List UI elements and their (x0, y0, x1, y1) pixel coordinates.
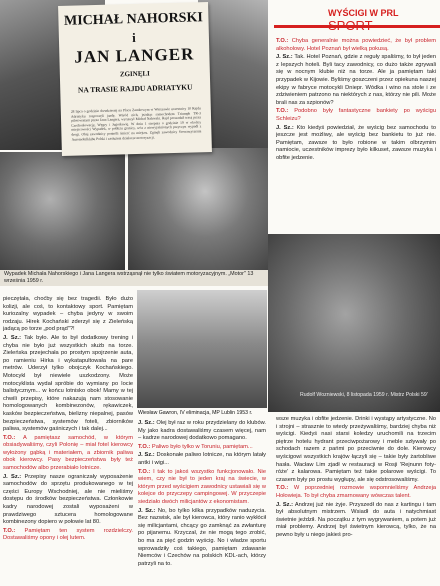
clipping-headline-5: NA TRASIE RAJDU ADRIATYKU (77, 82, 193, 95)
paragraph-text: Tak. Hotel Poznań, gdzie z reguły spaliśmy, to był jeden z lepszych hoteli. Byli tacy zawodnicy, co dużo także zgrywali się w nocnym klubie niż na torze. Ale ja pamiętam taki przypadek w Kijowie. Byliśmy goszczeni przez opiekuna naszej ekipy w fabryce motocykli Dniepr. Wódka i wino na stole i ze zdziwieniem patrzono na niektórych z nas, którzy nie pili. Może brali nas za szpionów? (276, 54, 436, 106)
speaker-label: J. Sz.: (276, 501, 293, 508)
paragraph-text: W poprzedniej rozmowie wspomnieliśmy Andrzeja Hołowieja. To był chyba zmarnowany wówczas talent. (276, 485, 436, 499)
interview-paragraph (3, 528, 133, 543)
interview-paragraph (3, 435, 133, 473)
section-label (328, 8, 440, 33)
caption-bar (0, 270, 268, 286)
paragraph-text: Pamiętam ten system rozdzielczy. Dostawaliśmy opony i olej lutem. (3, 527, 133, 542)
speaker-label: J. Sz.: (3, 473, 22, 480)
paragraph-text: Andrzej już nie żyje. Przyszedł do nas z kartingu i tam był absolutnym mistrzem. Wsiadł do auta i natychmiast świetnie jeździł. Na początku z tym wygrywaniem, a potem już miał problemy. Andrzej był świetnym kierowcą, tylko, że na pewno były u niego jakieś pro- (276, 501, 436, 538)
paragraph-text: wsze muzyka i obfite jedzenie. Drinki i wystąpy artystyczne. No i strojni – strasznie to wtedy przeżywaliśmy, bardziej chyba niż wyścigi. Kiedyś nasi starsi koledzy uruchomili na trzecim piętrze hotelu hydrant przeciwpożarowy i meble szływały po schodach razem z pańmi po przeciwnie do dole. Kierowcy wyścigowi wszystkich krajów łączyli się – takie były żartobliwe hasła. Wacław Lim zjadł w restauracji w Rosji 'Rejnunn foty-róże' z kalarowa. Pamiętam też takie polarowe wyścigi. To czasem były po prostu wygłupy, ale się odstrosowaliśmy. (276, 416, 436, 483)
newspaper-clipping (58, 2, 212, 156)
clipping-body: 28 lipca o godzinie dwudziestej na Placu Zamkowym w Warszawie uczestnicy 10 Rajdu Adriatyku rozpoczęli jazdę. Wśród nich, jeżdżąc samochodem Triumph TR-3 pilotowanym przez Jana Langera, wyruszył Michał Nahorski. Rajd prowadził trasą przez Czechosłowację, Węgry i Jugosławię. W dniu 1 sierpnia o godzinie 19 w okolicy miejscowości Wypadek, w pobliżu granicy, wóz z niewyjaśnionych przyczyn wypadł z drogi. Obaj zawodnicy ponieśli śmierć na miejscu. Zginęli zawodnicy Stowarzyszenia Automobilklubu Polski i zasłużeni działacze motoryzacji. (70, 106, 202, 142)
interview-paragraph (276, 485, 436, 500)
speaker-label: J. Sz.: (138, 507, 156, 514)
paragraph-text: Paliwo było tylko w Toruniu, pamiętam... (151, 443, 253, 450)
interview-paragraph (276, 108, 436, 123)
interview-paragraph (276, 125, 436, 163)
photo-caption-right: Rudolf Wozniewski, 8 listopada 1959 r. Mistrz Polski 59' (300, 392, 428, 398)
speaker-label: J. Sz.: (3, 334, 22, 341)
paragraph-text: Podobno były fantastyczne bankiety po wyścigu Schleizu? (276, 108, 436, 122)
right-column-bottom (276, 416, 436, 584)
caption-top: Wypadek Michała Nahorskiego i Jana Langera wstrząsnął nie tylko światem motoryzacyjnym. „Motor" 13 września 1959 r. (4, 271, 254, 284)
paragraph-text: No, bo tylko kilka przypadków naduzycia. Bez nazwisk, ale był kierowca, który ranio wykłócił się milicjantami, chcący go zamknąć za zwłanturę po pijanemu. Krzyczał, że nie mogą tego zrobić, bo ma za pięć godzin wyścig. No i władze sportu wprowadziły coś takiego, pamiętam zdawanie Niemców i Czechów na polskich KDL-ach, którzy patrzyli na to. (138, 507, 266, 567)
interview-paragraph (276, 38, 436, 53)
speaker-label: T.O.: (276, 485, 289, 492)
header-rule (274, 25, 440, 28)
interview-paragraph (138, 452, 266, 467)
paragraph-text: A pamiętasz samochód, w którym obsiadywaliśmy, czyli Polonię – miał fotel kierowcy wyłożony gąbką i materiałem, a zbiornik paliwa obok kierowcy. Pasy bezpieczeństwa były też samochodów albo przerabiało lotnicze. (3, 434, 133, 472)
middle-column (138, 420, 266, 584)
clipping-headline-4: ZGINĘLI (119, 69, 150, 79)
interview-paragraph (276, 416, 436, 484)
photo-crash-wreck (0, 152, 125, 270)
photo-race-car (137, 290, 267, 408)
paragraph-text: Chyba generalnie można powiedzieć, że był problem alkoholowy. Hotel Poznań był wielką pokusą. (276, 38, 436, 52)
paragraph-text: Kto kiedyś powiedział, że wyścig bez samochodu to jeszcze jest możliwy, ale wyścig bez bankietu to już nie. Pamiętam, zawsze to było robione w takim olbrzymim namiocie, uczestników imprezy było kilkuset, zawsze muzyka i obfite jedzenie. (276, 124, 436, 161)
interview-paragraph (276, 502, 436, 540)
photo-crash-scene (128, 148, 268, 272)
paragraph-text: Olej był raz w roku przydzielany do klubów. My jako kadra dostawaliśmy czasem więcej, nam – kadrze narodowej dodatkowo pomagano. (138, 420, 266, 442)
speaker-label: T.O.: (276, 108, 289, 115)
speaker-label: J. Sz.: (138, 420, 155, 426)
section-prefix: WYŚCIGI W PRL (328, 8, 399, 18)
clipping-headline-1: MICHAŁ NAHORSKI (63, 10, 204, 29)
interview-paragraph (3, 474, 133, 527)
paragraph-text: Przepisy nasze ograniczały wyposażenie samochodów do sprzętu produkowanego w tej części Europy Wschodniej, ale nie mieliśmy dostępu do środków bezpieczeństwa. Członkowie kadry narodowej zostali wyposażeni w prawdziwego sztucera homologowane kombinezony dopiero w połowie lat 80. (3, 473, 133, 526)
speaker-label: T.O.: (3, 527, 16, 534)
speaker-label: T.O.: (3, 434, 16, 441)
left-column (3, 296, 133, 584)
speaker-label: T.O.: (138, 443, 151, 450)
interview-paragraph (276, 54, 436, 107)
photo-caption-center: Wiesław Gawron, IV eliminacja, MP Lublin 1953 r. (138, 410, 253, 416)
interview-paragraph (138, 508, 266, 569)
paragraph-text: I tak to jakoś wszystko funkcjonowało. Nie wiem, czy nie był to jeden kraj na świecie, w którym przed wyścigiem zawodnicy ustawiali się w kolejce do przyczepy campingowej. W przyczepie siedziało dwóch milicjantów z ekonomistam. (138, 468, 266, 505)
speaker-label: T.O.: (276, 38, 289, 44)
clipping-headline-3: JAN LANGER (74, 44, 195, 67)
paragraph-text: Tak było. Ale to był dodatkowy trening i chyba nie było już wszystkich służb na torze. Zieleńska przejechała po prostym spojrzenie auta, po ramieniu Hirka i wykatapultowała na pare metrów. Uderzył tylko obojczyk Kochańskiego. Motocykl był niewiele uszkodzony. Może motocyklista wydał spróbie do wymiany po locie balistycznym... w końcu lotnisko obok! Mamy w tej chwili przepisy, które nakazują nam stosowanie homologowanych kombinezonów, rękawiczek, kasków bezpieczeństwa, bielizny niepalnej, pasów bezpieczeństwa, systemów foteli, zbiorników paliwa, systemów gaśniczych i tak dalej... (3, 334, 133, 433)
right-column-top (276, 38, 436, 230)
interview-paragraph (138, 469, 266, 507)
interview-paragraph (3, 296, 133, 334)
paragraph-text: pieczętała, choćby się bez tragedii. Było dużo kolizji, ale coś, to kontaktowy sport. Pamiętam kuriozalny wypadek – chyba jedyny w swoim rodzaju. Hirek Kochański zderzył się z Zieleńską jadącą po torze „pod prąd"?! (3, 296, 133, 333)
interview-paragraph (138, 444, 266, 452)
photo-driver-closeup (268, 234, 440, 412)
interview-paragraph (3, 335, 133, 434)
speaker-label: T.O.: (138, 468, 151, 475)
paragraph-text: Doskonałe paliwo lotnicze, na którym latały antki i wigi... (138, 452, 266, 466)
clipping-headline-2: i (131, 29, 136, 46)
speaker-label: J. Sz.: (276, 54, 293, 61)
speaker-label: J. Sz.: (276, 124, 294, 131)
speaker-label: J. Sz.: (138, 452, 155, 459)
interview-paragraph (138, 420, 266, 443)
